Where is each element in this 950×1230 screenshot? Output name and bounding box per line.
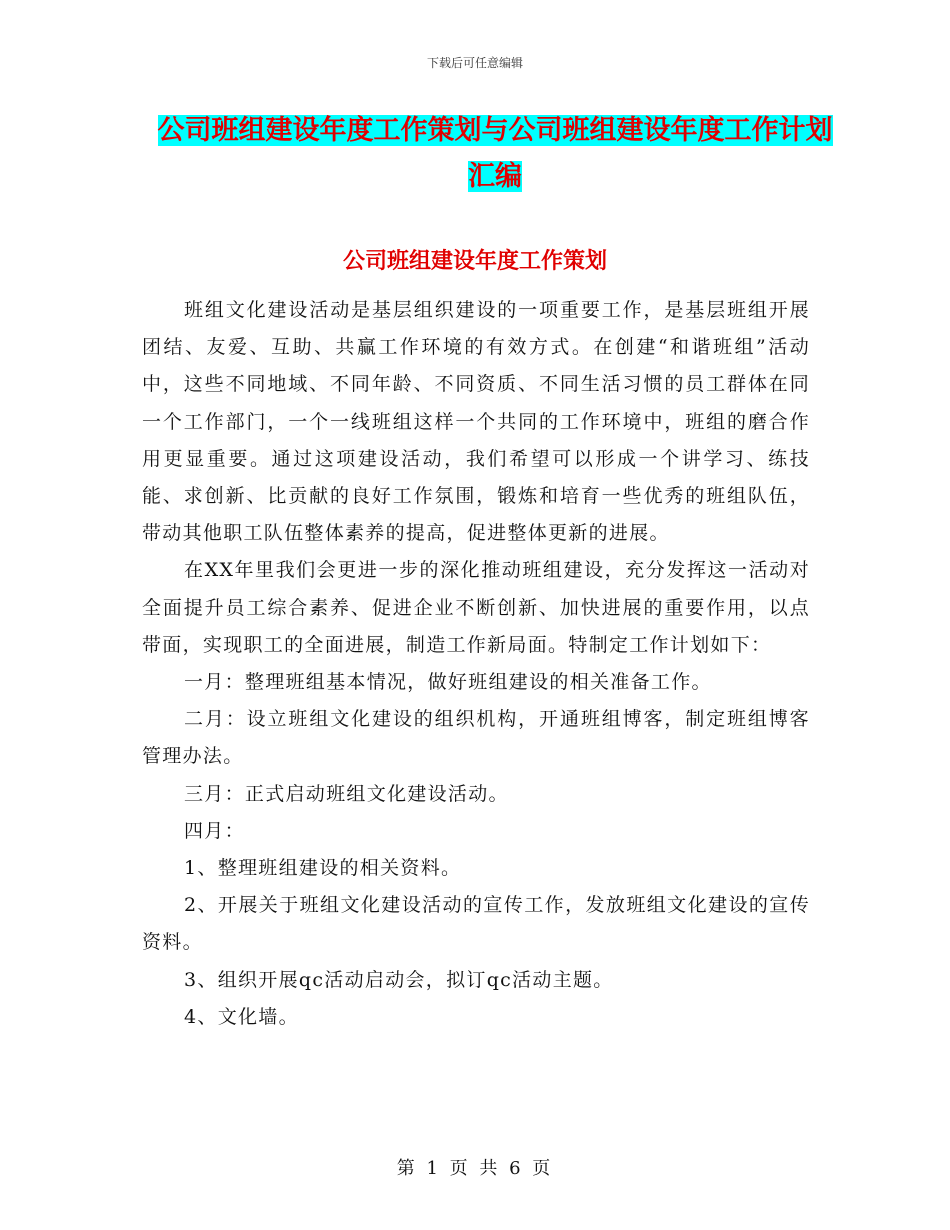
list-item: 3、组织开展qc活动启动会，拟订qc活动主题。 xyxy=(184,968,614,991)
list-item: 4、文化墙。 xyxy=(184,1005,299,1028)
page-footer: 第 1 页 共 6 页 xyxy=(396,1158,554,1179)
list-item: 2、开展关于班组文化建设活动的宣传工作，发放班组文化建设的宣传资料。 xyxy=(142,894,810,954)
paragraph-april: 四月： xyxy=(184,819,245,842)
document-body xyxy=(142,292,810,1036)
paragraph-plan: 在XX年里我们会更进一步的深化推动班组建设，充分发挥这一活动对全面提升员工综合素养、促进企业不断创新、加快进展的重要作用，以点带面，实现职工的全面进展，制造工作新局面。特制定工作计划如下： xyxy=(142,559,810,656)
list-item: 1、整理班组建设的相关资料。 xyxy=(184,857,462,880)
paragraph-february: 二月：设立班组文化建设的组织机构，开通班组博客，制定班组博客管理办法。 xyxy=(142,708,810,768)
header-note: 下载后可任意编辑 xyxy=(426,56,523,70)
document-title-text: 公司班组建设年度工作策划与公司班组建设年度工作计划汇编 xyxy=(157,115,833,192)
paragraph-march: 三月：正式启动班组文化建设活动。 xyxy=(184,782,509,805)
section-title: 公司班组建设年度工作策划 xyxy=(342,249,607,274)
document-title xyxy=(150,108,840,200)
paragraph-january: 一月：整理班组基本情况，做好班组建设的相关准备工作。 xyxy=(184,671,712,694)
paragraph-intro: 班组文化建设活动是基层组织建设的一项重要工作，是基层班组开展团结、友爱、互助、共赢工作环境的有效方式。在创建“和谐班组”活动中，这些不同地域、不同年龄、不同资质、不同生活习惯的员工群体在同一个工作部门，一个一线班组这样一个共同的工作环境中，班组的磨合作用更显重要。通过这项建设活动，我们希望可以形成一个讲学习、练技能、求创新、比贡献的良好工作氛围，锻炼和培育一些优秀的班组队伍，带动其他职工队伍整体素养的提高，促进整体更新的进展。 xyxy=(142,299,810,545)
